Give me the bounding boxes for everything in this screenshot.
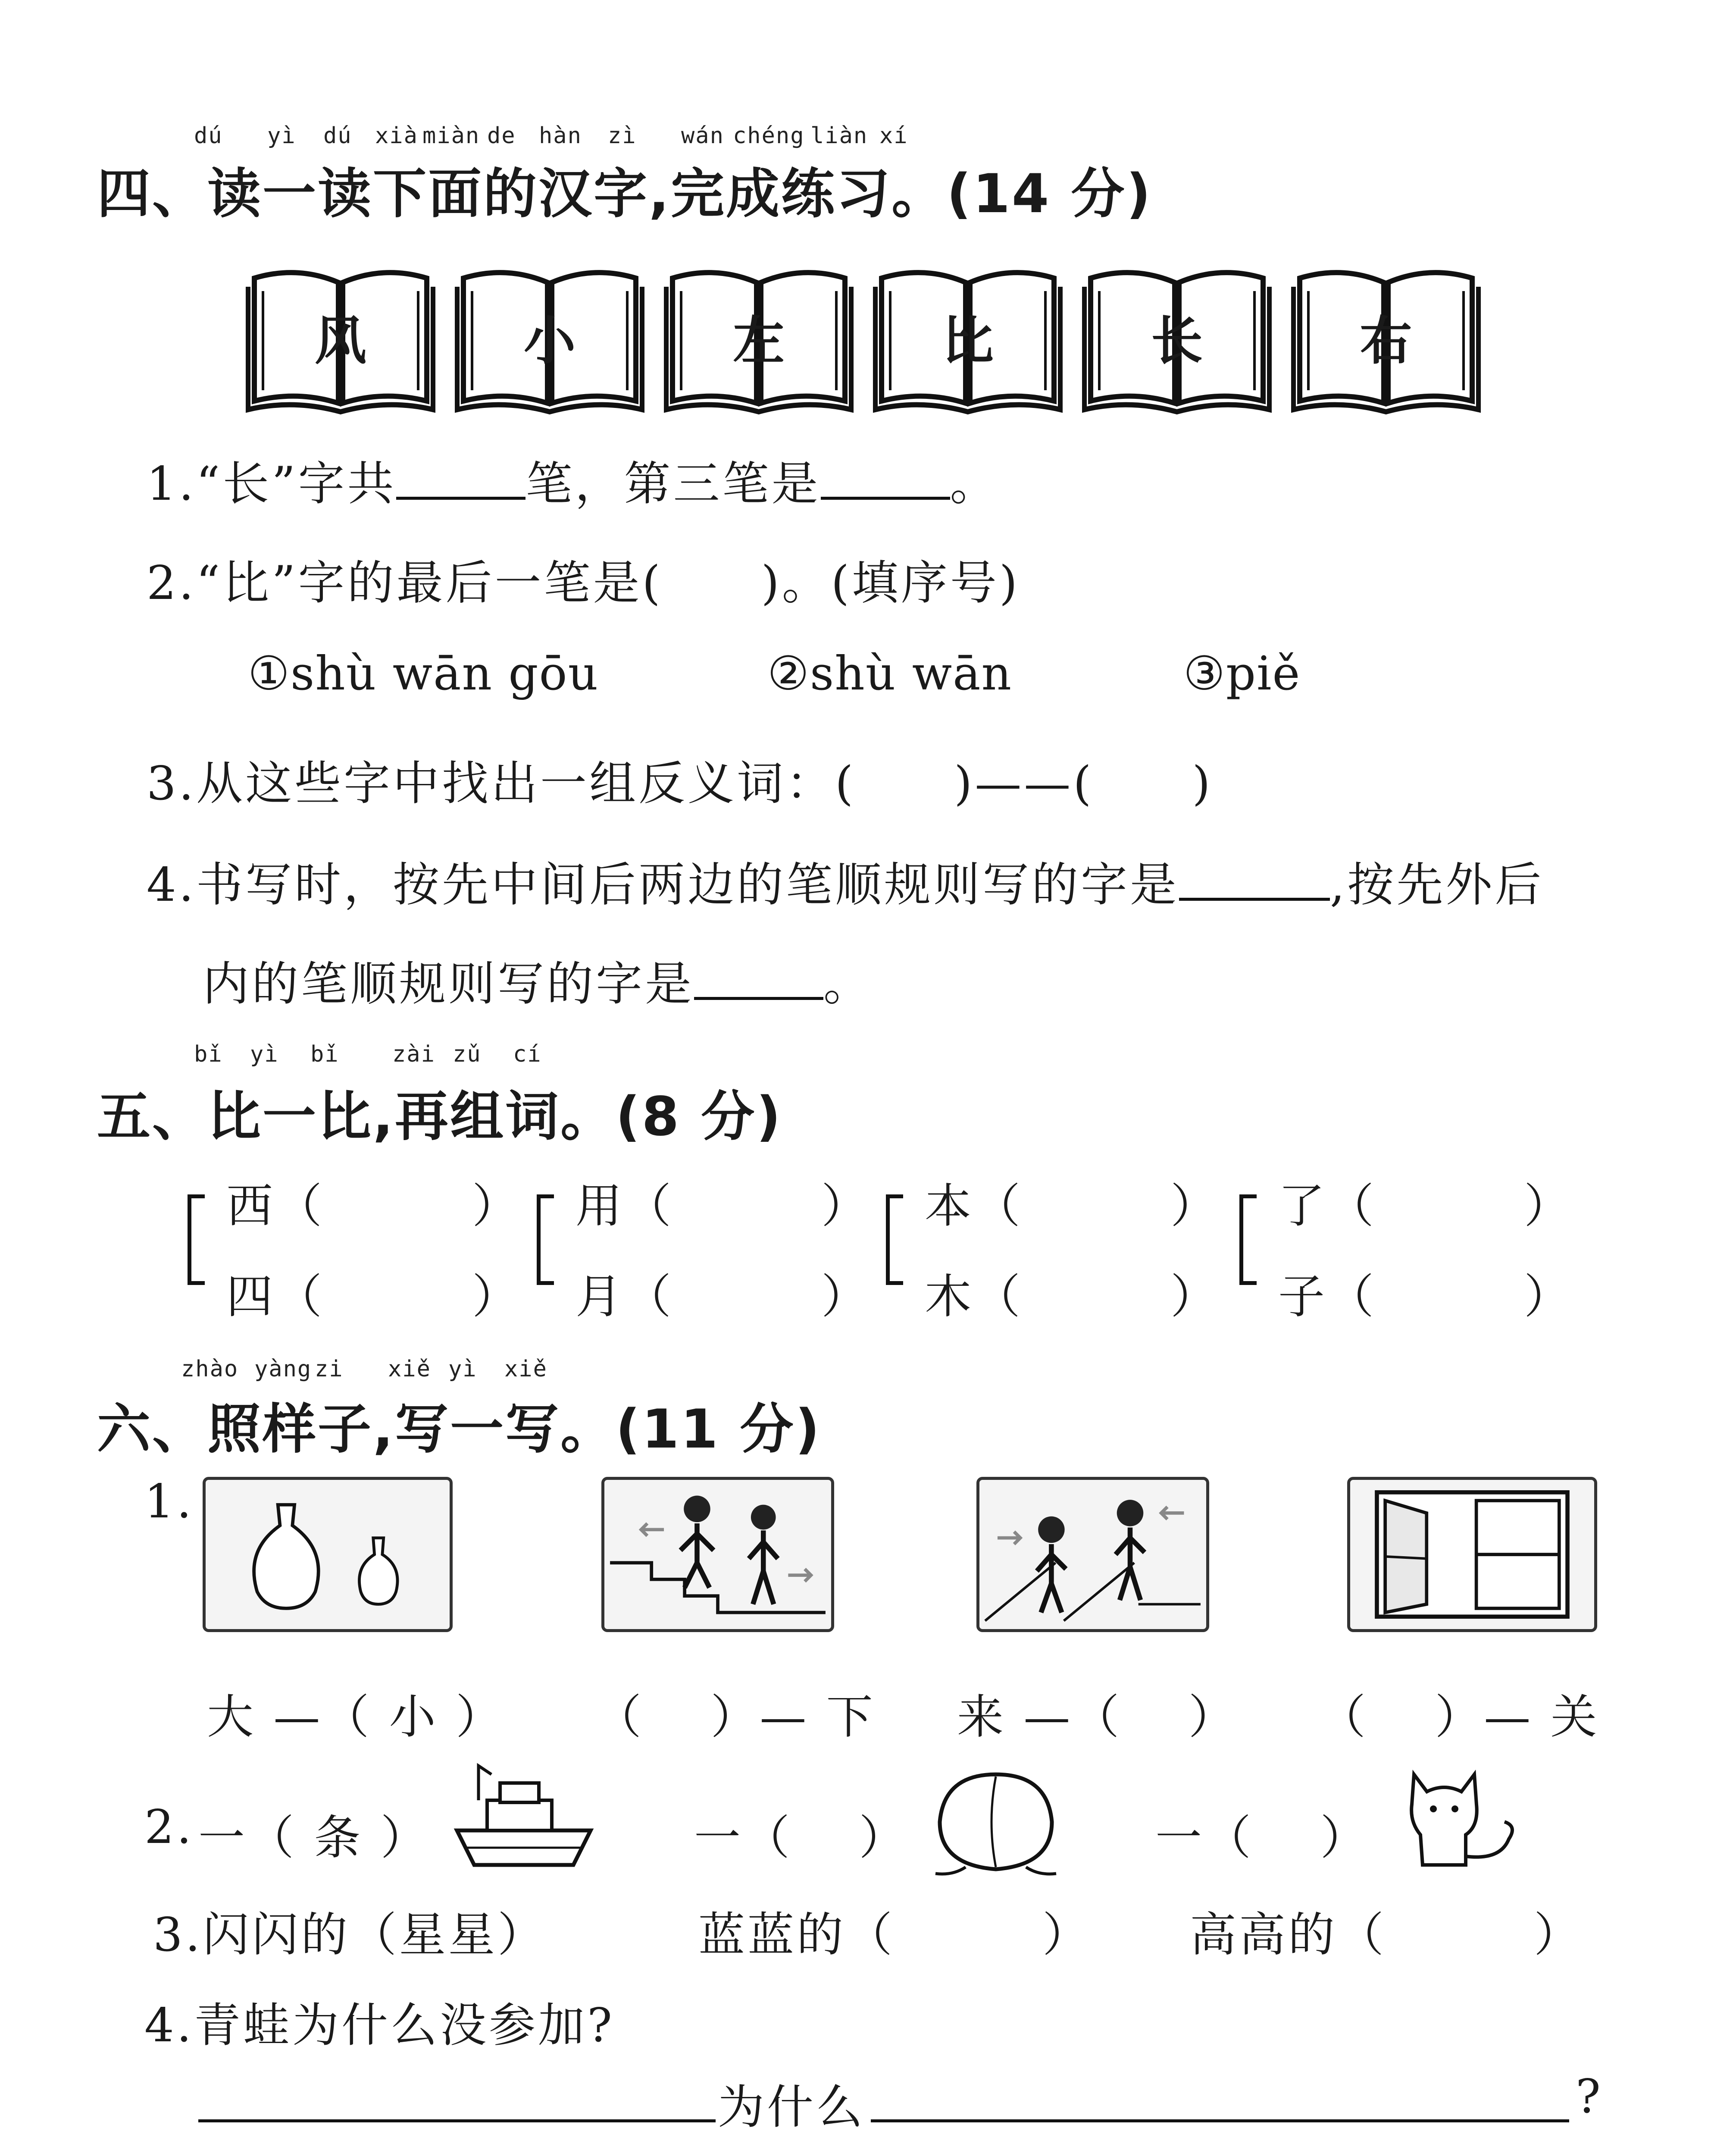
cat-icon xyxy=(1401,1757,1526,1874)
vases-icon xyxy=(206,1480,450,1629)
book-char: 长 xyxy=(1151,311,1203,371)
book-char: 右 xyxy=(1360,311,1412,371)
sec6-q1-item-4: （ ）— 关 xyxy=(1319,1690,1600,1744)
sec6-q3-item-2: 蓝蓝的（ ） xyxy=(698,1908,1092,1962)
sec6-q1-item-3: 来 —（ ） xyxy=(957,1690,1238,1744)
sec6-q4-mid: 为什么 xyxy=(718,2081,866,2134)
answer-line[interactable] xyxy=(871,2119,1569,2122)
window-icon xyxy=(1350,1480,1594,1629)
vases-picture xyxy=(203,1477,453,1632)
book-char: 小 xyxy=(524,311,576,371)
sec6-q1-label: 1. xyxy=(144,1475,194,1529)
walking-picture xyxy=(976,1477,1209,1632)
pair-bracket xyxy=(537,1194,554,1285)
sec4-q2-option-2: ②shù wān xyxy=(767,647,1013,701)
sec4-q4-line1: 4.书写时，按先中间后两边的笔顺规则写的字是 ,按先外后 xyxy=(147,858,1544,912)
stairs-icon xyxy=(604,1480,831,1629)
stairs-picture xyxy=(601,1477,834,1632)
sec4-title: 四、读一读下面的汉字,完成练习。(14 分) xyxy=(97,163,1153,225)
answer-blank[interactable] xyxy=(821,497,950,500)
answer-blank[interactable] xyxy=(694,997,823,1000)
peach-icon xyxy=(927,1757,1065,1882)
boat-picture xyxy=(453,1757,595,1874)
sec6-title: 六、照样子,写一写。(11 分) xyxy=(97,1398,822,1460)
sec6-q4-end: ? xyxy=(1576,2070,1603,2124)
answer-line[interactable] xyxy=(198,2119,716,2122)
pair-bracket xyxy=(1239,1194,1257,1285)
sec6-q1-item-2: （ ）— 下 xyxy=(595,1690,876,1744)
sec4-q1: 1.“长”字共 笔，第三笔是 。 xyxy=(147,457,999,511)
sec4-q2-option-3: ③piě xyxy=(1183,647,1301,701)
window-picture xyxy=(1347,1477,1597,1632)
book-card-6 xyxy=(1291,252,1481,416)
sec4-q2: 2.“比”字的最后一笔是( )。(填序号) xyxy=(147,556,1020,610)
sec6-q1-item-1: 大 —（ 小 ） xyxy=(207,1690,505,1744)
sec6-q4: 4.青蛙为什么没参加? xyxy=(144,1999,615,2053)
pair-top: 用（ ） xyxy=(576,1179,871,1233)
book-char: 风 xyxy=(315,311,366,371)
sec6-q2-item-1: 一（ 条 ） xyxy=(198,1811,430,1865)
pair-top: 西（ ） xyxy=(226,1179,522,1233)
pair-bracket xyxy=(188,1194,205,1285)
book-card-5 xyxy=(1082,252,1272,416)
sec6-q3-item-1: 3.闪闪的（星星） xyxy=(153,1908,547,1962)
book-char: 比 xyxy=(942,311,994,371)
pair-bottom: 木（ ） xyxy=(925,1270,1220,1324)
walking-icon xyxy=(979,1480,1206,1629)
sec6-q3-item-3: 高高的（ ） xyxy=(1190,1908,1583,1962)
answer-blank[interactable] xyxy=(1179,898,1330,901)
sec5-title: 五、比一比,再组词。(8 分) xyxy=(97,1086,782,1148)
peach-picture xyxy=(927,1757,1065,1882)
pair-top: 了（ ） xyxy=(1278,1179,1573,1233)
book-card-2 xyxy=(455,252,644,416)
sec6-q2-item-2: 一（ ） xyxy=(694,1811,908,1865)
pair-bottom: 四（ ） xyxy=(226,1270,522,1324)
sec4-q4-line2: 内的笔顺规则写的字是 。 xyxy=(203,957,873,1011)
pair-bracket xyxy=(886,1194,903,1285)
pair-bottom: 月（ ） xyxy=(576,1270,871,1324)
boat-icon xyxy=(453,1757,595,1874)
sec4-q3: 3.从这些字中找出一组反义词：( )——( ) xyxy=(147,757,1213,811)
cat-picture xyxy=(1401,1757,1526,1874)
sec6-q2-item-3: 一（ ） xyxy=(1155,1811,1370,1865)
sec4-q2-option-1: ①shù wān gōu xyxy=(248,647,599,701)
book-card-3 xyxy=(664,252,854,416)
book-card-4 xyxy=(873,252,1063,416)
pair-bottom: 子（ ） xyxy=(1278,1270,1573,1324)
sec6-q2-label: 2. xyxy=(144,1800,194,1854)
book-card-1 xyxy=(246,252,435,416)
book-char: 左 xyxy=(733,311,785,371)
pair-top: 本（ ） xyxy=(925,1179,1220,1233)
answer-blank[interactable] xyxy=(396,497,525,500)
